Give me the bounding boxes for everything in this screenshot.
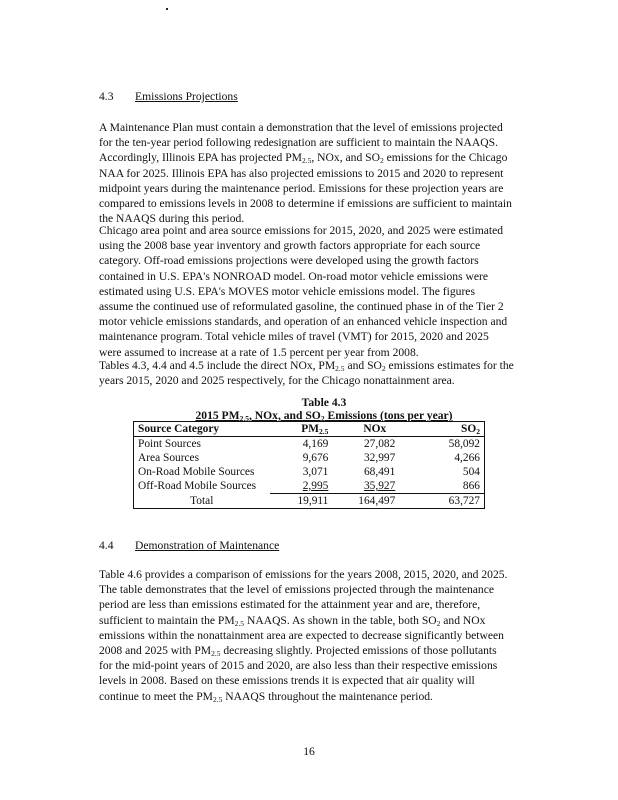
text-line: Chicago area point and area source emissions for 2015, 2020, and 2025 were estimated xyxy=(99,224,504,237)
cell-pm25: 3,071 xyxy=(302,466,329,478)
text-line: Table 4.6 provides a comparison of emissions for the years 2008, 2015, 2020, and 2025. xyxy=(99,568,508,581)
text-line: category. Off-road emissions projections were developed using the growth factors xyxy=(99,254,479,268)
cell-nox: 32,997 xyxy=(363,452,396,464)
table-row xyxy=(134,437,485,452)
header-so2: $SO_2$ xyxy=(417,422,484,437)
cell-so2: 58,092 xyxy=(448,438,480,450)
section-number: 4.4 xyxy=(99,539,114,552)
text-line: contained in U.S. EPA's NONROAD model. On-road motor vehicle emissions were xyxy=(99,269,489,283)
cell-total-so2: 63,727 xyxy=(417,494,484,509)
section-4-4-heading xyxy=(99,538,279,553)
cell-total-nox: 164,497 xyxy=(332,494,417,509)
text-line: A Maintenance Plan must contain a demonstration that the level of emissions projected xyxy=(99,121,503,134)
paragraph-projection-methods xyxy=(99,223,559,360)
cell-category: Off-Road Mobile Sources xyxy=(138,480,257,493)
section-title: Emissions Projections xyxy=(135,90,238,103)
text-line-sub: continue to meet the $PM_{2.5}$ NAAQS throughout the maintenance period. xyxy=(99,689,433,704)
table-caption: 2015 $PM_{2.5}$, NOx, and $SO_2$ Emissions (tons per year) xyxy=(195,409,453,423)
text-line: years 2015, 2020 and 2025 respectively, for the Chicago nonattainment area. xyxy=(99,374,455,388)
page-number: 16 xyxy=(303,745,315,758)
table-row xyxy=(134,451,485,465)
text-line: emissions within the nonattainment area are expected to decrease significantly between xyxy=(99,628,504,642)
cell-nox: 27,082 xyxy=(363,438,396,450)
cell-pm25: 9,676 xyxy=(302,452,329,464)
paragraph-tables-intro xyxy=(99,358,559,388)
scan-speck xyxy=(166,8,168,10)
table-row xyxy=(134,465,485,479)
table-row xyxy=(134,479,485,494)
text-line: levels in 2008. Based on these emissions trends it is expected that air quality will xyxy=(99,674,475,688)
section-4-3-heading xyxy=(99,89,238,104)
cell-nox: 68,491 xyxy=(363,466,396,478)
table-header-row xyxy=(134,422,485,437)
text-line-sub: Accordingly, Illinois EPA has projected $PM_{2.5}$, NOx, and $SO_2$ emissions for the Chicago xyxy=(99,151,508,166)
text-line: using the 2008 base year inventory and growth factors appropriate for each source xyxy=(99,239,481,253)
header-source-category: Source Category xyxy=(134,422,270,437)
text-line: motor vehicle emissions standards, and operation of an enhanced vehicle inspection and xyxy=(99,315,508,329)
header-nox: NOx xyxy=(332,422,417,437)
emissions-table-4-3 xyxy=(133,421,485,509)
cell-so2: 504 xyxy=(462,466,480,478)
text-line-sub: Tables 4.3, 4.4 and 4.5 include the direct NOx, $PM_{2.5}$ and $SO_2$ emissions estimates for the xyxy=(99,359,514,373)
text-line: assume the continued use of reformulated gasoline, the continued phase in of the Tier 2 xyxy=(99,300,504,314)
text-line: the NAAQS during this period. xyxy=(99,212,245,226)
text-line: midpoint years during the maintenance period. Emissions for these projection years are xyxy=(99,181,504,195)
text-line: period are less than emissions estimated for the attainment year and are, therefore, xyxy=(99,598,481,612)
paragraph-maintenance-plan xyxy=(99,120,559,226)
text-line: for the mid-point years of 2015 and 2020, are also less than their respective emissions xyxy=(99,659,498,673)
cell-total-pm25: 19,911 xyxy=(270,494,333,509)
text-line: NAA for 2025. Illinois EPA has also projected emissions to 2015 and 2020 to represent xyxy=(99,166,504,180)
section-number: 4.3 xyxy=(99,90,114,103)
cell-pm25: 2,995 xyxy=(302,480,329,492)
cell-category: Point Sources xyxy=(138,438,201,450)
header-pm25: $PM_{2.5}$ xyxy=(270,422,333,437)
cell-so2: 866 xyxy=(462,480,480,492)
section-title: Demonstration of Maintenance xyxy=(135,539,280,552)
text-line-sub: 2008 and 2025 with $PM_{2.5}$ decreasing slightly. Projected emissions of those pollutants xyxy=(99,644,497,659)
paragraph-demonstration xyxy=(99,567,559,704)
cell-pm25: 4,169 xyxy=(302,438,329,450)
text-line: The table demonstrates that the level of emissions projected through the maintenance xyxy=(99,583,495,597)
cell-total-label: Total xyxy=(190,494,214,507)
text-line: for the ten-year period following redesignation are sufficient to maintain the NAAQS. xyxy=(99,136,499,150)
text-line: compared to emissions levels in 2008 to determine if emissions are sufficient to maintain xyxy=(99,197,512,211)
cell-so2: 4,266 xyxy=(454,452,480,464)
text-line: estimated using U.S. EPA's MOVES motor vehicle emissions model. The figures xyxy=(99,284,475,298)
table-label: Table 4.3 xyxy=(301,396,347,409)
cell-nox: 35,927 xyxy=(363,480,396,492)
table-total-row xyxy=(134,494,485,509)
text-line: maintenance program. Total vehicle miles of travel (VMT) for 2015, 2020 and 2025 xyxy=(99,330,489,344)
cell-category: Area Sources xyxy=(138,452,200,464)
cell-category: On-Road Mobile Sources xyxy=(138,466,255,478)
text-line-sub: sufficient to maintain the $PM_{2.5}$ NAAQS. As shown in the table, both $SO_2$ and NOx xyxy=(99,613,486,628)
text-line: were assumed to increase at a rate of 1.5 percent per year from 2008. xyxy=(99,345,419,359)
